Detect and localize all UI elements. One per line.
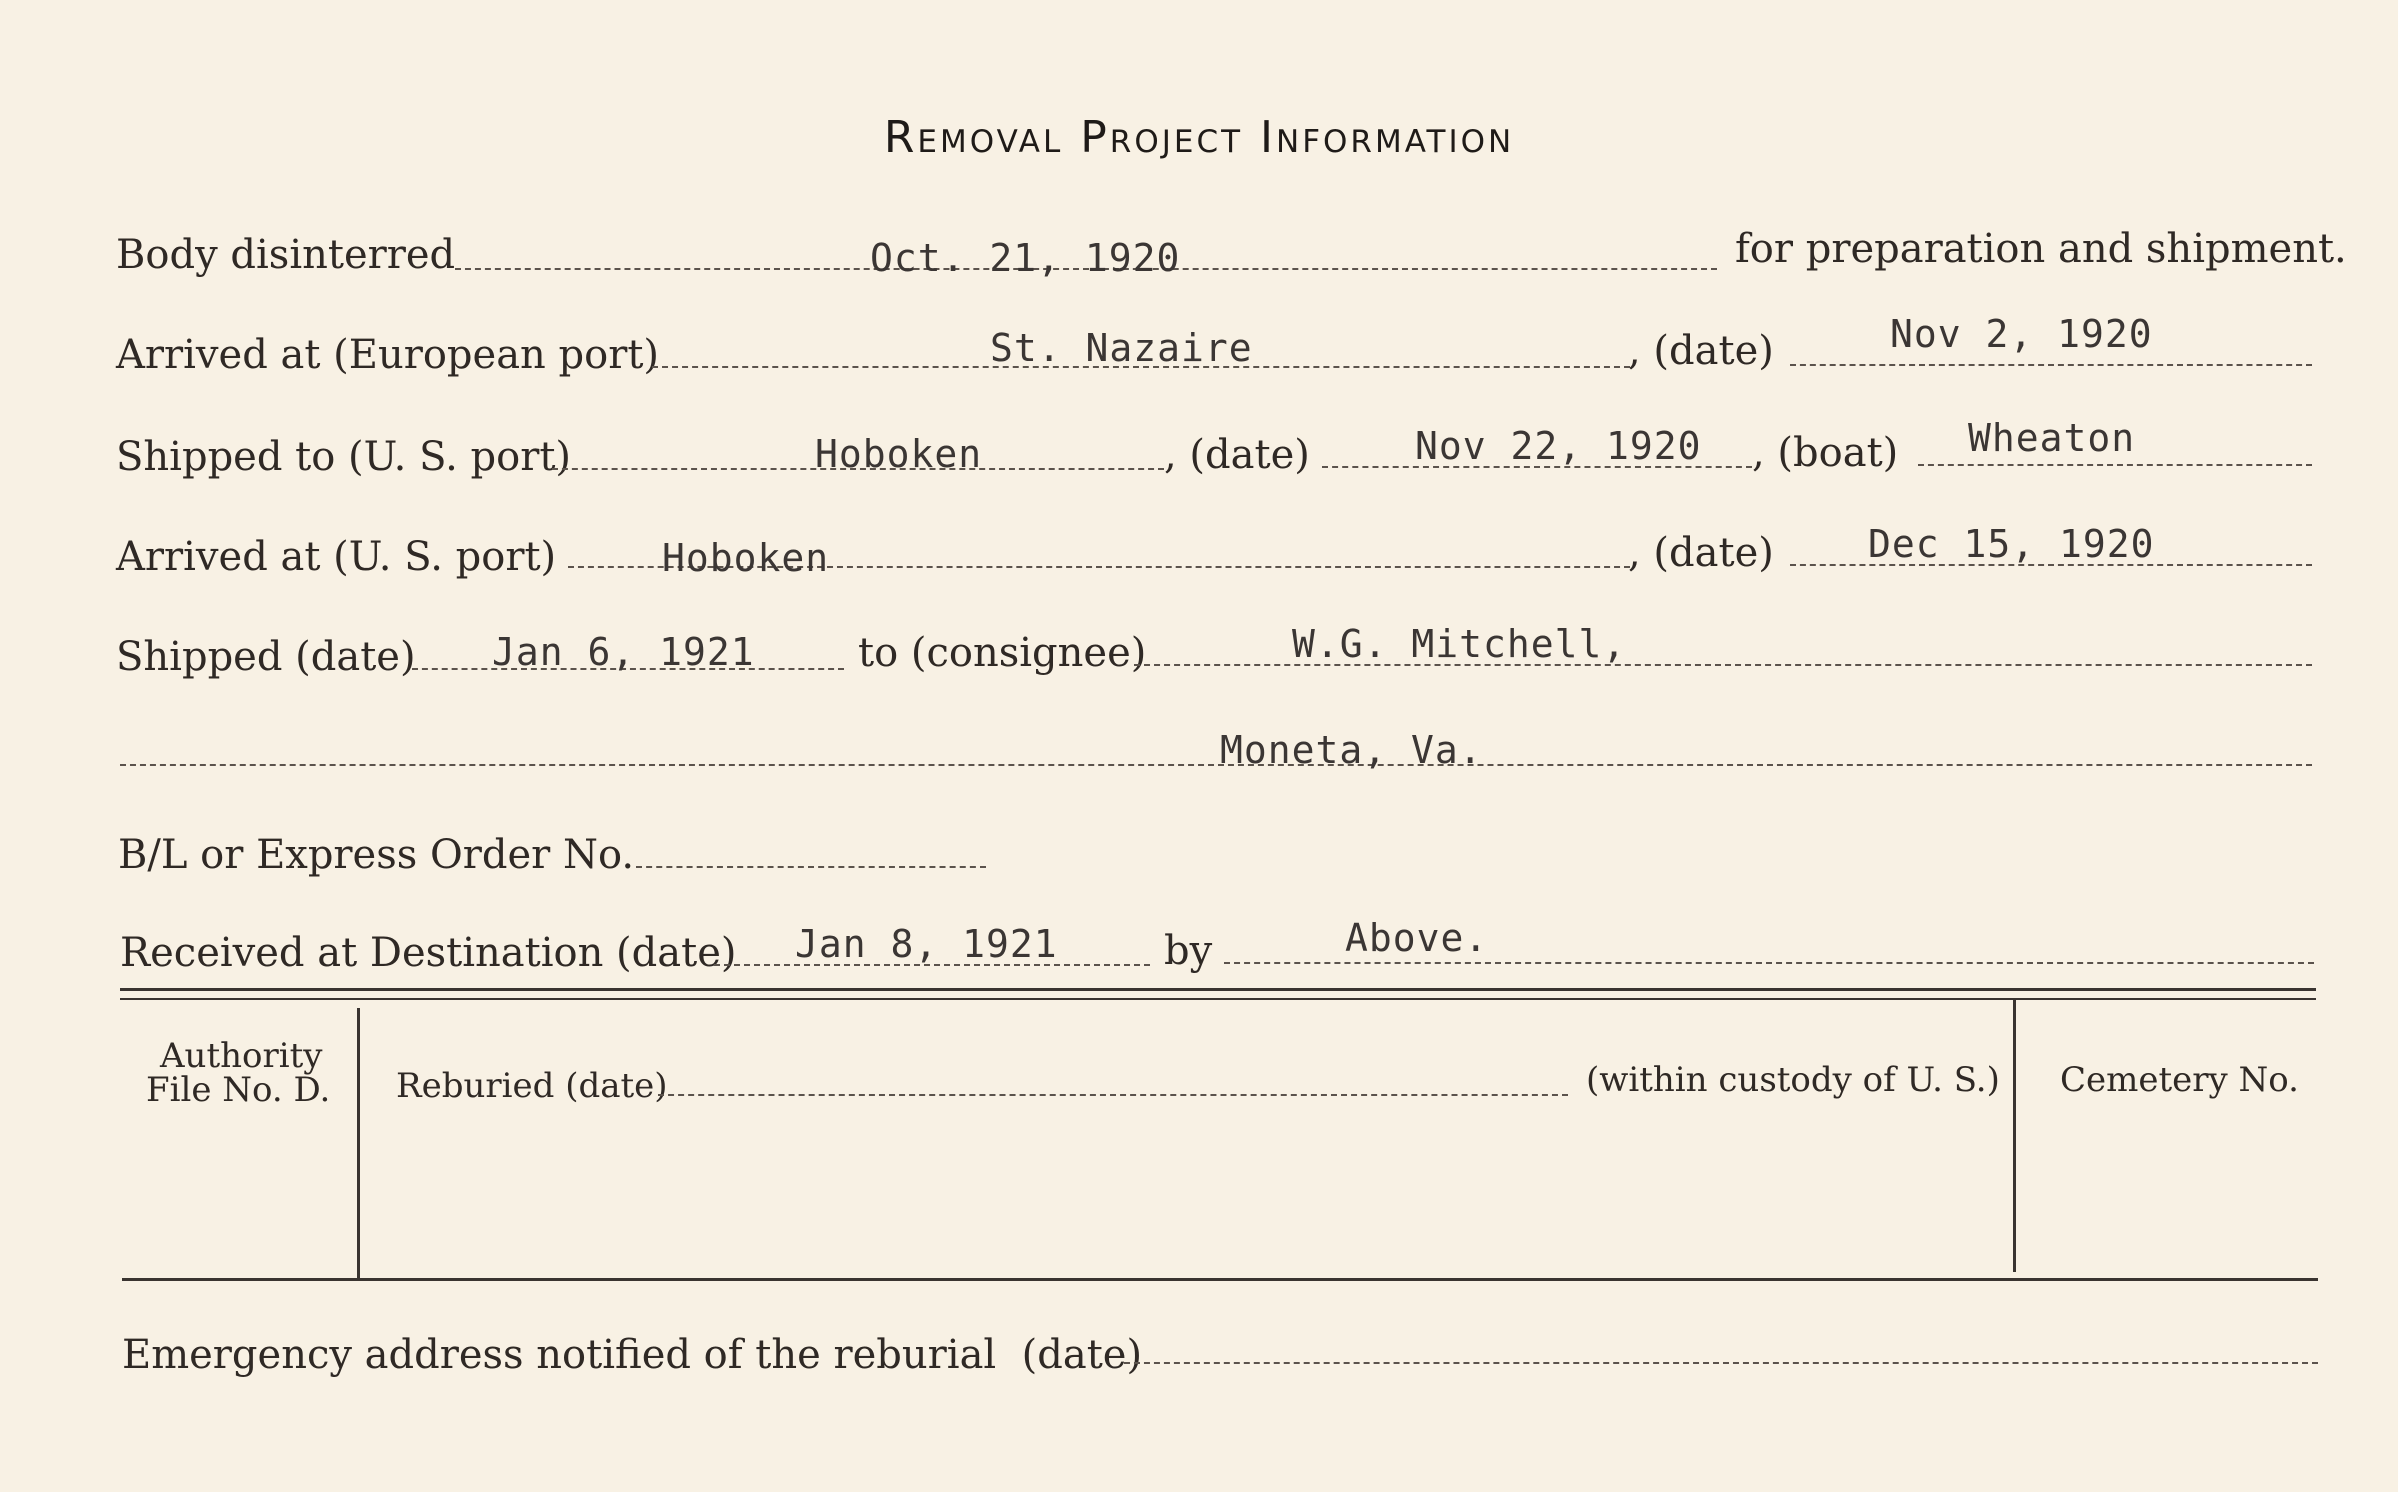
received-label: Received at Destination (date)	[120, 930, 737, 976]
bl-order-label: B/L or Express Order No.	[118, 832, 635, 878]
address-value: Moneta, Va.	[1220, 728, 1483, 772]
arrived-us-date-label: , (date)	[1628, 530, 1774, 576]
body-disinterred-label: Body disinterred	[116, 232, 456, 278]
shipped-us-date-label: , (date)	[1164, 432, 1310, 478]
box-top-rule-second	[120, 998, 2316, 1000]
box-top-rule	[120, 988, 2316, 991]
card-title: Removal Project Information	[883, 112, 1515, 163]
arrived-european-date-value: Nov 2, 1920	[1890, 312, 2153, 356]
shipped-us-boat-value: Wheaton	[1968, 416, 2136, 460]
shipped-us-label: Shipped to (U. S. port)	[116, 434, 571, 480]
box-divider-left	[357, 1008, 360, 1280]
arrived-european-label: Arrived at (European port)	[116, 332, 660, 378]
arrived-us-port-value: Hoboken	[662, 536, 830, 580]
arrived-us-date-value: Dec 15, 1920	[1868, 522, 2155, 566]
box-divider-right	[2013, 1000, 2016, 1272]
shipped-us-boat-label: , (boat)	[1752, 430, 1899, 476]
body-disinterred-suffix: for preparation and shipment.	[1735, 226, 2347, 272]
shipped-us-port-value: Hoboken	[815, 432, 983, 476]
arrived-european-date-label: , (date)	[1628, 328, 1774, 374]
box-bottom-rule	[122, 1278, 2318, 1281]
received-by-line	[1224, 962, 2314, 964]
emergency-line	[1124, 1362, 2318, 1364]
reburied-label: Reburied (date)	[396, 1066, 668, 1106]
arrived-us-label: Arrived at (U. S. port)	[116, 534, 557, 580]
reburied-line	[658, 1094, 1568, 1096]
address-line	[120, 764, 2312, 766]
received-date-value: Jan 8, 1921	[795, 922, 1058, 966]
shipped-us-date-value: Nov 22, 1920	[1415, 424, 1702, 468]
arrived-european-port-value: St. Nazaire	[990, 326, 1253, 370]
body-disinterred-value: Oct. 21, 1920	[870, 236, 1181, 280]
consignee-label: to (consignee)	[858, 630, 1147, 676]
authority-label-line1: Authority	[160, 1036, 323, 1076]
bl-order-line	[636, 866, 986, 868]
custody-note: (within custody of U. S.)	[1586, 1060, 2000, 1100]
authority-label-line2: File No. D.	[146, 1070, 331, 1110]
received-by-value: Above.	[1345, 916, 1489, 960]
shipped-date-label: Shipped (date)	[116, 634, 416, 680]
cemetery-label: Cemetery No.	[2060, 1060, 2299, 1100]
emergency-label: Emergency address notified of the reburial (date)	[122, 1332, 1143, 1378]
shipped-date-value: Jan 6, 1921	[492, 630, 755, 674]
shipped-us-boat-line	[1918, 464, 2312, 466]
received-by-label: by	[1164, 928, 1213, 974]
consignee-value: W.G. Mitchell,	[1292, 622, 1627, 666]
arrived-european-date-line	[1790, 364, 2312, 366]
